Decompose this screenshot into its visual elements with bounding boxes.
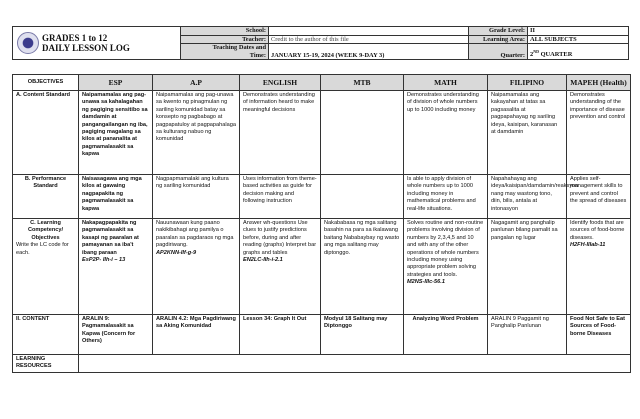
cell: Nagagamit ang panghalip panlunan bilang pamalit sa pangalan ng lugar xyxy=(488,219,567,315)
table-row xyxy=(13,175,631,219)
col-mtb: MTB xyxy=(321,75,404,91)
cell: ARALIN 4.2: Mga Pagdiriwang sa Aking Komunidad xyxy=(153,315,240,355)
deped-seal-icon xyxy=(17,32,39,54)
col-objectives: OBJECTIVES xyxy=(13,75,79,91)
col-english: ENGLISH xyxy=(240,75,321,91)
grade-value: II xyxy=(528,27,629,36)
cell: Food Not Safe to Eat Sources of Food-borne Diseases xyxy=(567,315,631,355)
cell: Nauunawaan kung paano nakikibahagi ang pamilya o paaralan sa pagdaraos ng mga pagdiriwang. AP2KNN-IIf-g-9 xyxy=(153,219,240,315)
cell: Demonstrates understanding of division of whole numbers up to 1000 including money xyxy=(404,91,488,175)
cell: Naipamamalas ang pag-unawa sa kahalagahan ng pagiging sensitibo sa damdamin at pangangailangan ng iba, pagiging magalang sa kilos at pananalita at pagmamalasakit sa kapwa xyxy=(79,91,153,175)
cell: Lesson 34: Graph It Out xyxy=(240,315,321,355)
cell: Demonstrates understanding of information heard to make meaningful decisions xyxy=(240,91,321,175)
table-row xyxy=(13,91,631,175)
dates-label-1: Teaching Dates and xyxy=(181,44,269,52)
cell xyxy=(79,355,631,373)
table-row xyxy=(13,315,631,355)
row-label: B. Performance Standard xyxy=(13,175,79,219)
col-mapeh: MAPEH (Health) xyxy=(567,75,631,91)
col-esp: ESP xyxy=(79,75,153,91)
col-ap: A.P xyxy=(153,75,240,91)
col-math: MATH xyxy=(404,75,488,91)
school-value xyxy=(269,27,469,36)
cell: Naipamamalas ang kakayahan at tatas sa pagsasalita at pagpapahayag ng sariling ideya, kaisipan, karanasan at damdamin xyxy=(488,91,567,175)
cell: Answer wh-questions Use clues to justify predictions before, during and after reading (graphs) Interpret bar graphs and tables EN2LC-IIh-i-2.1 xyxy=(240,219,321,315)
teacher-value: Credit to the author of this file xyxy=(269,35,469,44)
lesson-log-table xyxy=(12,74,631,373)
cell: Uses information from theme-based activities as guide for decision making and following instruction xyxy=(240,175,321,219)
column-header-row xyxy=(13,75,631,91)
cell: Analyzing Word Problem xyxy=(404,315,488,355)
quarter-label: Quarter: xyxy=(469,44,528,60)
cell: Demonstrates understanding of the importance of disease prevention and control xyxy=(567,91,631,175)
cell: Modyul 18 Salitang may Diptonggo xyxy=(321,315,404,355)
cell: Naisasagawa ang mga kilos at gawaing nagpapakita ng pagmamalasakit sa kapwa xyxy=(79,175,153,219)
teacher-label: Teacher: xyxy=(181,35,269,44)
cell xyxy=(321,175,404,219)
table-row xyxy=(13,219,631,315)
cell: Nagpapmamalaki ang kultura ng sariling komunidad xyxy=(153,175,240,219)
school-label: School: xyxy=(181,27,269,36)
grade-label: Grade Level: xyxy=(469,27,528,36)
cell: ARALIN 9: Pagmamalasakit sa Kapwa (Concern for Others) xyxy=(79,315,153,355)
col-filipino: FILIPINO xyxy=(488,75,567,91)
cell: Solves routine and non-routine problems involving division of numbers by 2,3,4,5 and 10 and with any of the other operations of whole numbers including money using appropriate problem solving strategies and tools. M2NS-IIIc-56.1 xyxy=(404,219,488,315)
cell: Naipamamalas ang pag-unawa sa kwento ng pinagmulan ng sariling komunidad batay sa konsepto ng pagbabago at pagpapatuloy at pagpapahalaga sa kulturang nabuo ng komunidad xyxy=(153,91,240,175)
row-label: II. CONTENT xyxy=(13,315,79,355)
row-label: A. Content Standard xyxy=(13,91,79,175)
cell: Applies self-management skills to prevent and control the spread of diseases xyxy=(567,175,631,219)
quarter-value: 2ND QUARTER xyxy=(528,44,629,60)
cell: ARALIN 9 Paggamit ng Panghalip Panlunan xyxy=(488,315,567,355)
row-label: LEARNING RESOURCES xyxy=(13,355,79,373)
cell: Identify foods that are sources of food-borne diseases. H2FH-IIIab-11 xyxy=(567,219,631,315)
title-line2: DAILY LESSON LOG xyxy=(42,43,130,53)
area-value: ALL SUBJECTS xyxy=(528,35,629,44)
title-line1: GRADES 1 to 12 xyxy=(42,33,108,43)
area-label: Learning Area: xyxy=(469,35,528,44)
cell: Is able to apply division of whole numbers up to 1000 including money in mathematical problems and real-life situations. xyxy=(404,175,488,219)
dates-label-2: Time: xyxy=(181,52,269,60)
dates-value: JANUARY 15-19, 2024 (WEEK 9-DAY 3) xyxy=(269,44,469,60)
logo-cell xyxy=(13,27,181,60)
cell: Nakapagpapakita ng pagmamalasakit sa kasapi ng paaralan at pamayanan sa iba't ibang paraan EsP2P- IIh-i – 13 xyxy=(79,219,153,315)
cell xyxy=(321,91,404,175)
cell: Napahahayag ang ideya/kaisipan/damdamin/reaksyon nang may wastong tono, diin, bilis, antala at intonasyon xyxy=(488,175,567,219)
header-table xyxy=(12,26,629,60)
table-row xyxy=(13,355,631,373)
cell: Nakababasa ng mga salitang basahin na para sa ikalawang baitang Nababaybay ng wasto ang mga salitang may diptonggo. xyxy=(321,219,404,315)
row-label: C. Learning Competency/ Objectives Write the LC code for each. xyxy=(13,219,79,315)
